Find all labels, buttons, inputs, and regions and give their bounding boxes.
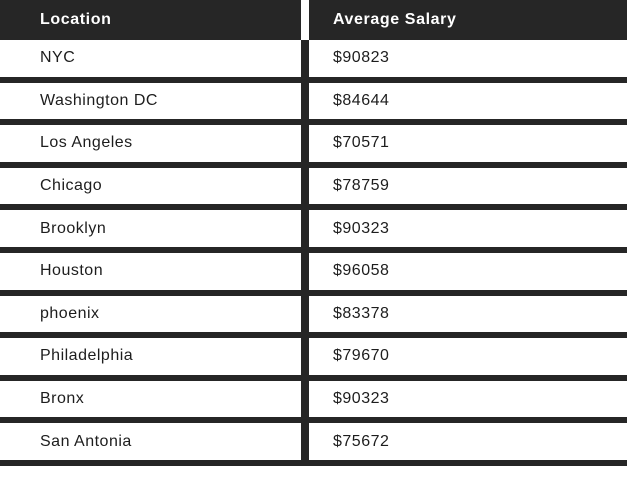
column-divider: [301, 168, 309, 205]
location-cell: Bronx: [40, 390, 85, 408]
table-row: [0, 125, 627, 168]
table-row: [0, 338, 627, 381]
column-divider: [301, 296, 309, 333]
column-divider: [301, 83, 309, 120]
table-row: [0, 423, 627, 466]
table-row: [0, 381, 627, 424]
location-cell: San Antonia: [40, 432, 132, 450]
header-location: Location: [40, 11, 112, 28]
table-row: [0, 253, 627, 296]
column-divider: [301, 381, 309, 418]
column-divider: [301, 253, 309, 290]
table-row: [0, 296, 627, 339]
table-row: [0, 40, 627, 83]
salary-cell: $90323: [333, 390, 390, 408]
salary-cell: $84644: [333, 91, 390, 109]
salary-cell: $96058: [333, 262, 390, 280]
column-divider: [301, 125, 309, 162]
location-cell: Los Angeles: [40, 134, 133, 152]
table-row: [0, 83, 627, 126]
header-average-salary: Average Salary: [333, 11, 457, 28]
table-row: [0, 210, 627, 253]
salary-cell: $75672: [333, 432, 390, 450]
location-cell: phoenix: [40, 304, 100, 322]
salary-cell: $90323: [333, 219, 390, 237]
header-column-divider: [301, 0, 309, 40]
column-divider: [301, 40, 309, 77]
salary-cell: $90823: [333, 49, 390, 67]
salary-cell: $83378: [333, 304, 390, 322]
location-cell: Houston: [40, 262, 104, 280]
location-cell: Brooklyn: [40, 219, 107, 237]
column-divider: [301, 423, 309, 460]
salary-cell: $70571: [333, 134, 390, 152]
column-divider: [301, 338, 309, 375]
location-cell: Chicago: [40, 177, 103, 195]
column-divider: [301, 210, 309, 247]
salary-cell: $78759: [333, 177, 390, 195]
table-header-row: [0, 0, 627, 40]
location-cell: NYC: [40, 49, 76, 67]
location-cell: Washington DC: [40, 91, 158, 109]
location-cell: Philadelphia: [40, 347, 134, 365]
table-row: [0, 168, 627, 211]
salary-cell: $79670: [333, 347, 390, 365]
